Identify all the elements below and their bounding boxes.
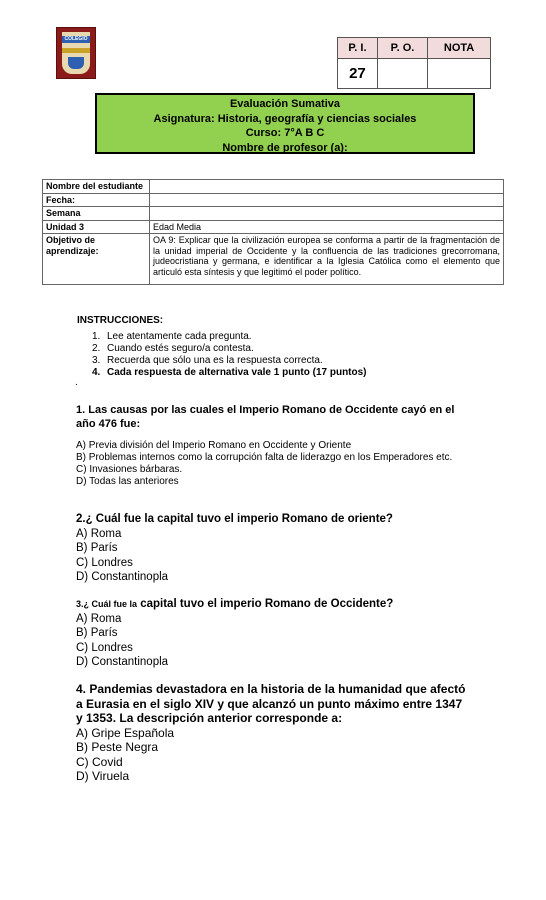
objective-label: Objetivo de aprendizaje: — [43, 234, 150, 285]
score-header-pi: P. I. — [338, 38, 378, 59]
option-b[interactable]: B) París — [76, 542, 118, 554]
option-d[interactable]: D) Viruela — [76, 769, 130, 783]
list-text: Lee atentamente cada pregunta. — [107, 331, 252, 342]
score-value-nota — [428, 59, 491, 89]
option-c[interactable]: C) Invasiones bárbaras. — [76, 464, 183, 475]
option-d[interactable]: D) Constantinopla — [76, 571, 169, 583]
instructions-title: INSTRUCCIONES: — [77, 315, 164, 326]
question-1-title: 1. Las causas por las cuales el Imperio Romano de Occidente cayó en el año 476 fue: — [76, 404, 455, 430]
list-item — [92, 355, 367, 367]
list-item — [92, 331, 367, 343]
list-number: 2. — [92, 343, 101, 354]
question-3-title — [76, 597, 466, 612]
option-a[interactable]: A) Roma — [76, 527, 122, 540]
table-row — [43, 234, 504, 285]
score-value-po — [377, 59, 427, 89]
option-a[interactable]: A) Gripe Española — [76, 725, 175, 740]
list-item — [92, 367, 367, 379]
question-2-title: 2.¿ Cuál fue la capital tuvo el imperio Romano de oriente? — [76, 513, 393, 525]
option-d[interactable]: D) Constantinopla — [76, 656, 169, 668]
option-b[interactable]: B) Peste Negra — [76, 740, 159, 754]
option-c[interactable]: C) Londres — [76, 556, 133, 569]
question-2 — [76, 512, 466, 585]
student-name-label: Nombre del estudiante — [43, 180, 150, 194]
option-c[interactable]: C) Covid — [76, 754, 123, 769]
question-4 — [76, 682, 468, 784]
option-b[interactable]: B) París — [76, 627, 118, 639]
table-row — [43, 193, 504, 207]
option-a[interactable]: A) Roma — [76, 612, 122, 625]
student-info-table — [42, 179, 504, 285]
score-value-pi: 27 — [338, 59, 378, 89]
header-subject: Asignatura: Historia, geografía y ciencias sociales — [153, 112, 417, 125]
question-3 — [76, 597, 466, 670]
list-text: Recuerda que sólo una es la respuesta correcta. — [107, 355, 323, 366]
list-text: Cada respuesta de alternativa vale 1 punto (17 puntos) — [107, 367, 367, 378]
header-title: Evaluación Sumativa — [229, 98, 341, 110]
score-header-nota: NOTA — [428, 38, 491, 59]
shield-icon — [62, 32, 90, 74]
table-row — [43, 180, 504, 194]
list-text: Cuando estés seguro/a contesta. — [107, 343, 254, 354]
option-d[interactable]: D) Todas las anteriores — [76, 476, 179, 487]
question-4-title: 4. Pandemias devastadora en la historia de la humanidad que afectó a Eurasia en el siglo XIV y que alcanzó un punto máximo entre 1347 y 1353. La descripción anterior corresponde a: — [76, 682, 466, 725]
question-3-title-prefix: 3.¿ Cuál fue la — [76, 599, 138, 609]
trailing-dot: . — [75, 377, 78, 388]
option-b[interactable]: B) Problemas internos como la corrupción falta de liderazgo en los Emperadores etc. — [76, 452, 453, 463]
week-label: Semana — [43, 207, 150, 221]
date-label: Fecha: — [43, 193, 150, 207]
header-teacher: Nombre de profesor (a): — [222, 141, 348, 154]
school-logo — [56, 27, 96, 79]
question-1 — [76, 403, 466, 488]
table-row — [43, 220, 504, 234]
list-number: 1. — [92, 331, 101, 342]
student-name-field[interactable] — [150, 180, 504, 194]
unit-value: Edad Media — [150, 220, 504, 234]
objective-value: OA 9: Explicar que la civilización europea se conforma a partir de la fragmentación de la unidad imperial de Occidente y la confluencia de las tradiciones grecorromana, judeocristiana y germana, e identificar a la Iglesia Católica como el elemento que articuló esta síntesis y que legitimó el poder político. — [150, 234, 504, 285]
option-a[interactable]: A) Previa división del Imperio Romano en Occidente y Oriente — [76, 440, 352, 451]
unit-label: Unidad 3 — [43, 220, 150, 234]
evaluation-header — [95, 93, 475, 154]
week-field[interactable] — [150, 207, 504, 221]
table-row — [43, 207, 504, 221]
header-course: Curso: 7°A B C — [245, 127, 325, 139]
logo-text: COLEGIO — [64, 36, 88, 42]
list-item — [92, 343, 367, 355]
score-table — [337, 37, 491, 89]
list-number: 3. — [92, 355, 101, 366]
question-1-options — [76, 440, 466, 488]
option-c[interactable]: C) Londres — [76, 641, 133, 654]
date-field[interactable] — [150, 193, 504, 207]
score-header-po: P. O. — [377, 38, 427, 59]
list-number: 4. — [92, 367, 101, 378]
question-3-title-rest: capital tuvo el imperio Romano de Occidente? — [140, 598, 394, 610]
instructions-list — [92, 331, 367, 379]
